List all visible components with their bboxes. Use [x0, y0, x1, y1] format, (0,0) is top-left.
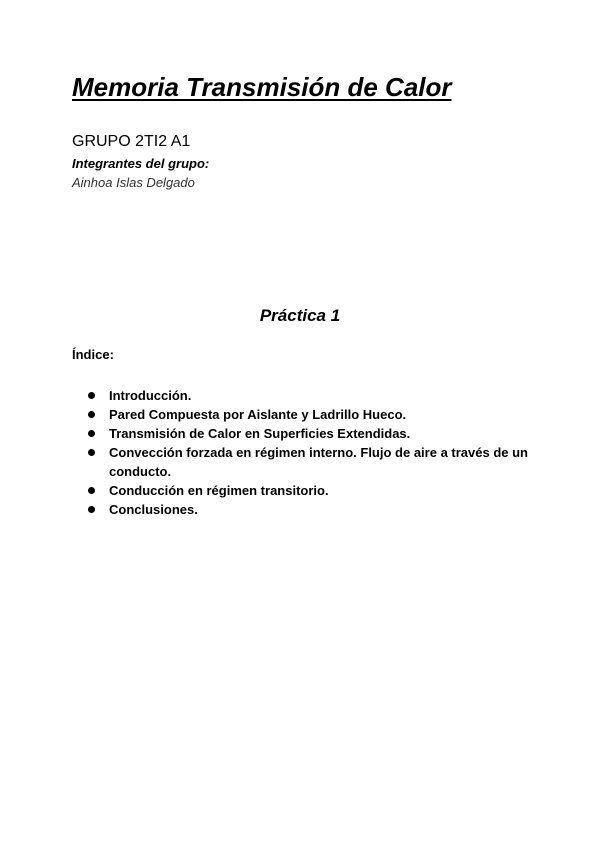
index-item-label: Introducción. — [109, 388, 192, 403]
practice-title: Práctica 1 — [259, 306, 341, 325]
index-item-pared-compuesta — [88, 405, 528, 424]
index-label: Índice: — [72, 347, 114, 362]
index-list — [88, 386, 528, 519]
member-name: Ainhoa Islas Delgado — [72, 175, 195, 190]
index-item-superficies-extendidas — [88, 424, 528, 443]
document-title: Memoria Transmisión de Calor — [72, 72, 452, 102]
index-item-label: Transmisión de Calor en Superficies Extendidas. — [109, 426, 411, 441]
bullet-icon — [88, 430, 95, 437]
group-name: GRUPO 2TI2 A1 — [72, 133, 191, 150]
index-item-conduccion-transitorio — [88, 481, 528, 500]
bullet-icon — [88, 487, 95, 494]
index-item-label: Convección forzada en régimen interno. Flujo de aire a través de un conducto. — [109, 445, 528, 479]
bullet-icon — [88, 449, 95, 456]
index-item-label: Conclusiones. — [109, 502, 198, 517]
members-label: Integrantes del grupo: — [72, 156, 210, 171]
index-item-label: Conducción en régimen transitorio. — [109, 483, 329, 498]
bullet-icon — [88, 392, 95, 399]
index-item-label: Pared Compuesta por Aislante y Ladrillo Hueco. — [109, 407, 407, 422]
index-item-conclusiones — [88, 500, 528, 519]
index-item-conveccion-forzada — [88, 443, 528, 481]
index-item-introduccion — [88, 386, 528, 405]
bullet-icon — [88, 506, 95, 513]
bullet-icon — [88, 411, 95, 418]
